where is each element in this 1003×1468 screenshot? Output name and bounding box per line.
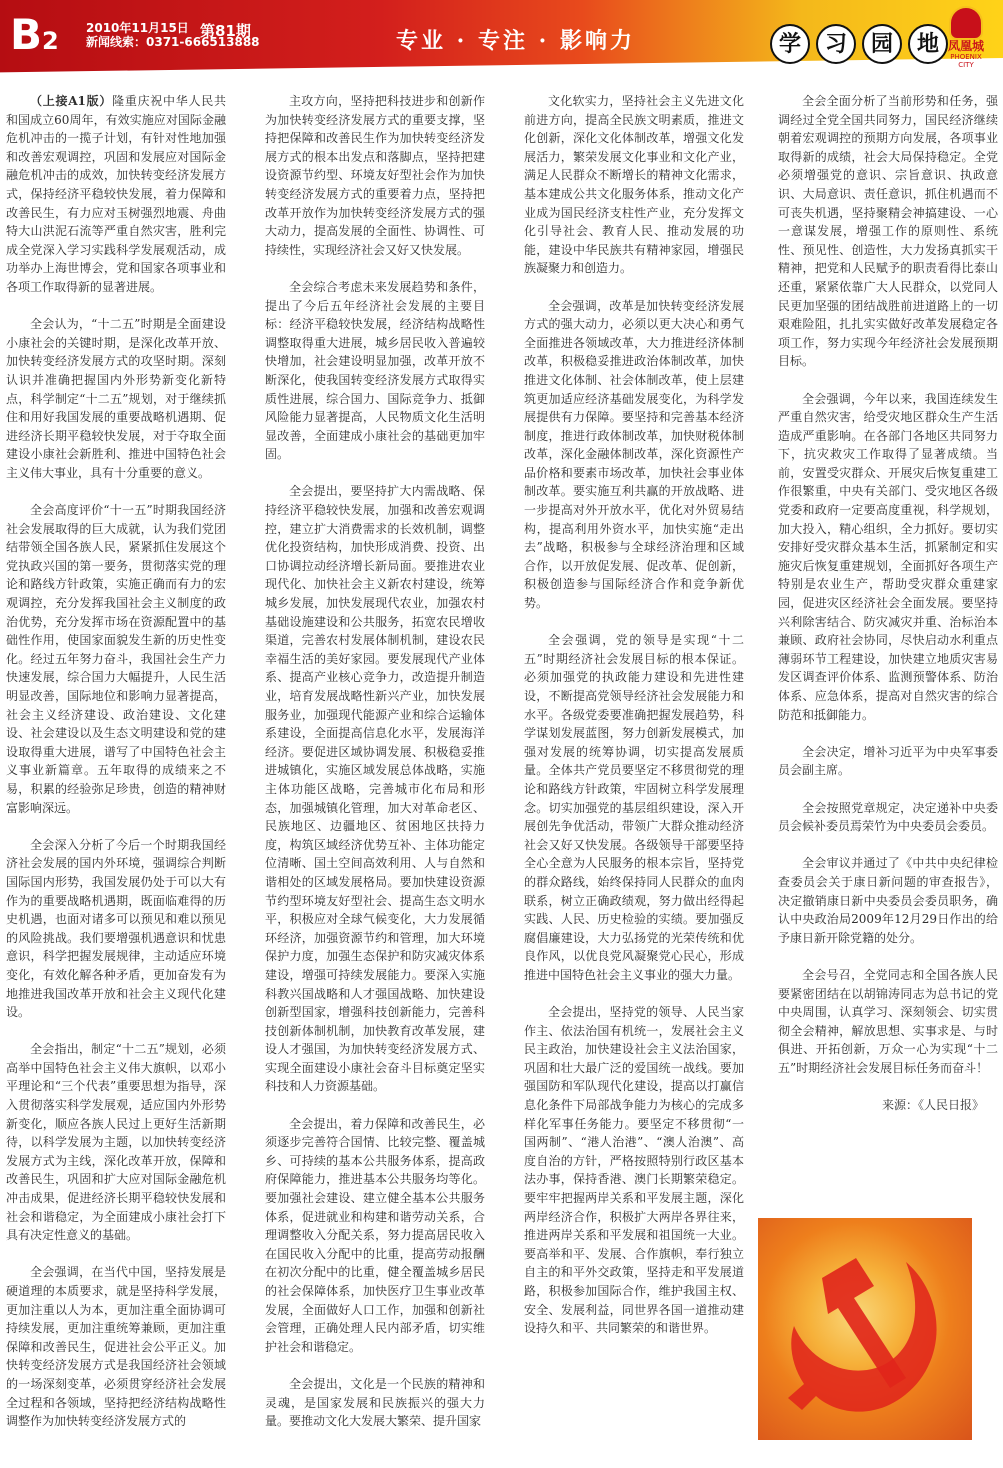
paragraph-text: 文化软实力，坚持社会主义先进文化前进方向，提高全民族文明素质，推进文化创新，深化文化体制改革，增强文化发展活力，繁荣发展文化事业和文化产业，满足人民群众不断增长的精神文化需求，基本建成公共文化服务体系，推动文化产业成为国民经济支柱性产业，充分发挥文化引导社会、教育人民、推动发展的功能，建设中华民族共有精神家园，增强民族凝聚力和创造力。: [524, 94, 744, 276]
section-char: 学: [770, 24, 810, 64]
paragraph-text: 全会认为，“十二五”时期是全面建设小康社会的关键时期，是深化改革开放、加快转变经济发展方式的攻坚时期。深刻认识并准确把握国内外形势新变化新特点，科学制定“十二五”规划，对于继续抓住和用好我国发展的重要战略机遇期、促进经济长期平稳较快发展，对于夺取全面建设小康社会新胜利、推进中国特色社会主义伟大事业，具有十分重要的意义。: [6, 317, 226, 480]
paragraph-text: 全会综合考虑未来发展趋势和条件，提出了今后五年经济社会发展的主要目标：经济平稳较快发展，经济结构战略性调整取得重大进展，城乡居民收入普遍较快增加，社会建设明显加强，改革开放不断深化，使我国转变经济发展方式取得实质性进展，综合国力、国际竞争力、抵御风险能力显著提高，人民物质文化生活明显改善，全面建成小康社会的基础更加牢固。: [265, 279, 485, 462]
section-title: [770, 24, 948, 64]
paragraph-text: 全会提出，坚持党的领导、人民当家作主、依法治国有机统一，发展社会主义民主政治，加快建设社会主义法治国家，巩固和壮大最广泛的爱国统一战线。要加强国防和军队现代化建设，提高以打赢信息化条件下局部战争能力为核心的完成多样化军事任务能力。要坚定不移贯彻“一国两制”、“港人治港”、“澳人治澳”、高度自治的方针，严格按照特别行政区基本法办事，保持香港、澳门长期繁荣稳定。要牢牢把握两岸关系和平发展主题，深化两岸经济合作，积极扩大两岸各界往来，推进两岸关系和平发展和祖国统一大业。要高举和平、发展、合作旗帜，奉行独立自主的和平外交政策，坚持走和平发展道路，积极参加国际合作，维护我国主权、安全、发展利益，同世界各国一道推动建设持久和平、共同繁荣的和谐世界。: [524, 1005, 744, 1336]
paragraph-text: 全会强调，在当代中国，坚持发展是硬道理的本质要求，就是坚持科学发展，更加注重以人为本，更加注重全面协调可持续发展，更加注重统筹兼顾，更加注重保障和改善民生，促进社会公平正义。加快转变经济发展方式是我国经济社会领域的一场深刻变革，必须贯穿经济社会发展全过程和各领域，坚持把经济结构战略性调整作为加快转变经济发展方式的: [6, 1265, 226, 1429]
article-paragraph: [6, 1263, 226, 1430]
article-paragraph: [6, 315, 226, 482]
article-column-3: [524, 92, 744, 1460]
news-hotline: 新闻线索：0371-666513888: [86, 35, 260, 49]
paragraph-text: 全会强调，改革是加快转变经济发展方式的强大动力，必须以更大决心和勇气全面推进各领域改革，大力推进经济体制改革，积极稳妥推进政治体制改革，加快推进文化体制、社会体制改革，使上层建筑更加适应经济基础发展变化，为科学发展提供有力保障。要坚持和完善基本经济制度，推进行政体制改革，加快财税体制改革，深化金融体制改革，深化资源性产品价格和要素市场改革，加快社会事业体制改革。要实施互利共赢的开放战略、进一步提高对外开放水平，优化对外贸易结构，提高利用外资水平，加快实施“走出去”战略，积极参与全球经济治理和区域合作，以开放促发展、促改革、促创新，积极创造参与国际经济合作和竞争新优势。: [524, 298, 744, 611]
logo-text-en: PHOENIX CITY: [950, 53, 982, 69]
article-paragraph: [6, 92, 226, 297]
article-paragraph: [265, 1115, 485, 1357]
logo-text: 凤凰城: [947, 39, 984, 53]
paragraph-text: 全会深入分析了今后一个时期我国经济社会发展的国内外环境，强调综合判断国际国内形势，我国发展仍处于可以大有作为的重要战略机遇期，既面临难得的历史机遇，也面对诸多可以预见和难以预见的风险挑战。我们要增强机遇意识和忧患意识，科学把握发展规律，主动适应环境变化，有效化解各种矛盾，更加奋发有为地推进我国改革开放和社会主义现代化建设。: [6, 837, 226, 1020]
article-paragraph: [265, 1375, 485, 1431]
party-emblem-image: [758, 1218, 972, 1440]
paragraph-text: 全会指出，制定“十二五”规划，必须高举中国特色社会主义伟大旗帜，以邓小平理论和“三个代表”重要思想为指导，深入贯彻落实科学发展观，适应国内外形势新变化，顺应各族人民过上更好生活新期待，以科学发展为主题，以加快转变经济发展方式为主线，深化改革开放，保障和改善民生，巩固和扩大应对国际金融危机冲击成果，促进经济长期平稳较快发展和社会和谐稳定，为全面建成小康社会打下具有决定性意义的基础。: [6, 1042, 226, 1243]
paragraph-text: 全会全面分析了当前形势和任务，强调经过全党全国共同努力，国民经济继续朝着宏观调控的预期方向发展，各项事业取得新的成绩，社会大局保持稳定。全党必须增强党的意识、宗旨意识、执政意识、大局意识、责任意识，抓住机遇而不可丧失机遇，坚持聚精会神搞建设、一心一意谋发展，增强工作的原则性、系统性、预见性、创造性，大力发扬真抓实干精神，把党和人民赋予的职责看得比泰山还重，紧紧依靠广大人民群众，以党同人民更加坚强的团结战胜前进道路上的一切艰难险阻，扎扎实实做好改革发展稳定各项工作，努力实现今年经济社会发展预期目标。: [778, 94, 998, 369]
article-paragraph: [6, 836, 226, 1022]
phoenix-icon: [949, 6, 983, 40]
paragraph-text: 全会号召，全党同志和全国各族人民要紧密团结在以胡锦涛同志为总书记的党中央周围，认真学习、深刻领会、切实贯彻全会精神，解放思想、实事求是、与时俱进、开拓创新，万众一心为实现“十二五”时期经济社会发展目标任务而奋斗！: [778, 967, 998, 1075]
paragraph-text: 全会审议并通过了《中共中央纪律检查委员会关于康日新问题的审查报告》，决定撤销康日新中央委员会委员职务，确认中央政治局2009年12月29日作出的给予康日新开除党籍的处分。: [778, 856, 998, 945]
section-char: 地: [908, 24, 948, 64]
article-paragraph: [265, 482, 485, 1096]
paragraph-text: 全会强调，今年以来，我国连续发生严重自然灾害，给受灾地区群众生产生活造成严重影响。在各部门各地区共同努力下，抗灾救灾工作取得了显著成绩。当前，安置受灾群众、开展灾后恢复重建工作很繁重，中央有关部门、受灾地区各级党委和政府一定要高度重视，科学规划，加大投入，精心组织，全力抓好。要切实安排好受灾群众基本生活，抓紧制定和实施灾后恢复重建规划，全面抓好各项生产特别是农业生产，帮助受灾群众重建家园，促进灾区经济社会全面发展。要坚持兴利除害结合、防灾减灾并重、治标治本兼顾、政府社会协同，尽快启动水利重点薄弱环节工程建设，加快建立地质灾害易发区调查评价体系、监测预警体系、防治体系、应急体系，提高对自然灾害的综合防范和抵御能力。: [778, 391, 998, 722]
paragraph-text: 全会提出，要坚持扩大内需战略、保持经济平稳较快发展，加强和改善宏观调控，建立扩大消费需求的长效机制，调整优化投资结构，加快形成消费、投资、出口协调拉动经济增长新局面。要推进农业现代化、加快社会主义新农村建设，统筹城乡发展，加快发展现代农业，加强农村基础设施建设和公共服务，拓宽农民增收渠道，完善农村发展体制机制，建设农民幸福生活的美好家园。要发展现代产业体系、提高产业核心竞争力，改造提升制造业，培育发展战略性新兴产业，加快发展服务业，加强现代能源产业和综合运输体系建设，全面提高信息化水平，发展海洋经济。要促进区域协调发展、积极稳妥推进城镇化，实施区域发展总体战略，实施主体功能区战略，完善城市化布局和形态，加强城镇化管理，加大对革命老区、民族地区、边疆地区、贫困地区扶持力度，构筑区域经济优势互补、主体功能定位清晰、国土空间高效利用、人与自然和谐相处的区域发展格局。要加快建设资源节约型环境友好型社会、提高生态文明水平，积极应对全球气候变化，大力发展循环经济，加强资源节约和管理，加大环境保护力度，加强生态保护和防灾减灾体系建设，增强可持续发展能力。要深入实施科教兴国战略和人才强国战略、加快建设创新型国家，增强科技创新能力，完善科技创新体制机制，加快教育改革发展，建设人才强国，为加快转变经济发展方式、实现全面建设小康社会奋斗目标奠定坚实科技和人力资源基础。: [265, 484, 485, 1094]
paragraph-text: 全会决定，增补习近平为中央军事委员会副主席。: [778, 744, 998, 778]
paragraph-text: 全会提出，着力保障和改善民生，必须逐步完善符合国情、比较完整、覆盖城乡、可持续的基本公共服务体系，提高政府保障能力，推进基本公共服务均等化。要加强社会建设、建立健全基本公共服务体系，促进就业和构建和谐劳动关系，合理调整收入分配关系，努力提高居民收入在国民收入分配中的比重，提高劳动报酬在初次分配中的比重，健全覆盖城乡居民的社会保障体系，加快医疗卫生事业改革发展，全面做好人口工作，加强和创新社会管理，正确处理人民内部矛盾，切实维护社会和谐稳定。: [265, 1116, 485, 1354]
article-column-1: [6, 92, 226, 1460]
page-number: [10, 10, 59, 59]
page-digit: 2: [42, 27, 59, 55]
masthead: [0, 0, 1003, 84]
continued-from-label: （上接A1版）: [30, 94, 113, 108]
hammer-sickle-icon: [758, 1218, 972, 1440]
article-paragraph: [524, 297, 744, 613]
article-paragraph: [6, 1040, 226, 1245]
paragraph-text: 全会强调，党的领导是实现“十二五”时期经济社会发展目标的根本保证。必须加强党的执政能力建设和先进性建设，不断提高党领导经济社会发展能力和水平。各级党委要准确把握发展趋势，科学谋划发展蓝图，努力创新发展模式，加强对发展的统筹协调，切实提高发展质量。全体共产党员要坚定不移贯彻党的理论和路线方针政策，牢固树立科学发展理念。切实加强党的基层组织建设，深入开展创先争优活动，带领广大群众推动经济社会又好又快发展。各级领导干部要坚持全心全意为人民服务的根本宗旨，坚持党的群众路线，始终保持同人民群众的血肉联系，树立正确政绩观，努力做出经得起实践、人民、历史检验的实绩。要加强反腐倡廉建设，大力弘扬党的光荣传统和优良作风，以优良党风凝聚党心民心，形成推进中国特色社会主义事业的强大力量。: [524, 633, 744, 982]
article-column-2: [265, 92, 485, 1460]
article-paragraph: [265, 278, 485, 464]
article-paragraph: [778, 743, 998, 780]
section-char: 园: [862, 24, 902, 64]
slogan: 专业 · 专注 · 影响力: [396, 28, 635, 54]
page-letter: B: [10, 10, 43, 59]
article-paragraph: [524, 92, 744, 278]
paragraph-text: 全会提出，文化是一个民族的精神和灵魂，是国家发展和民族振兴的强大力量。要推动文化大发展大繁荣、提升国家: [265, 1376, 485, 1429]
section-char: 习: [816, 24, 856, 64]
article-paragraph: [6, 501, 226, 817]
article-paragraph: [778, 854, 998, 947]
article-paragraph: [265, 92, 485, 259]
article-paragraph: [524, 631, 744, 984]
paragraph-text: 全会高度评价“十一五”时期我国经济社会发展取得的巨大成就，认为我们党团结带领全国各族人民，紧紧抓住发展这个党执政兴国的第一要务，贯彻落实党的理论和路线方针政策，实施正确而有力的宏观调控，充分发挥我国社会主义制度的政治优势，充分发挥市场在资源配置中的基础性作用，使国家面貌发生新的历史性变化。经过五年努力奋斗，我国社会生产力快速发展，综合国力大幅提升，人民生活明显改善，国际地位和影响力显著提高，社会主义经济建设、政治建设、文化建设、社会建设以及生态文明建设和党的建设取得重大进展，谱写了中国特色社会主义事业新篇章。五年取得的成绩来之不易，积累的经验弥足珍贵，创造的精神财富影响深远。: [6, 503, 226, 815]
phoenix-city-logo: [942, 6, 990, 69]
article-paragraph: [778, 966, 998, 1078]
paragraph-text: 主攻方向，坚持把科技进步和创新作为加快转变经济发展方式的重要支撑，坚持把保障和改善民生作为加快转变经济发展方式的根本出发点和落脚点，坚持把建设资源节约型、环境友好型社会作为加快转变经济发展方式的重要着力点，坚持把改革开放作为加快转变经济发展方式的强大动力，提高发展的全面性、协调性、可持续性，实现经济社会又好又快发展。: [265, 94, 485, 257]
article-paragraph: [778, 799, 998, 836]
article-paragraph: [524, 1003, 744, 1338]
article-paragraph: [778, 390, 998, 725]
article-paragraph: [778, 92, 998, 371]
issue-number: 第81期: [200, 22, 251, 40]
paragraph-text: 全会按照党章规定，决定递补中央委员会候补委员焉荣竹为中央委员会委员。: [778, 800, 998, 834]
issue-date: 2010年11月15日: [86, 21, 189, 35]
article-source: 来源：《人民日报》: [881, 1098, 984, 1113]
paragraph-text: 隆重庆祝中华人民共和国成立60周年，有效实施应对国际金融危机冲击的一揽子计划，有针对性地加强和改善宏观调控，巩固和发展应对国际金融危机冲击的成效，加快转变经济发展方式，保持经济平稳较快发展，着力保障和改善民生，有力应对玉树强烈地震、舟曲特大山洪泥石流等严重自然灾害，胜利完成全党深入学习实践科学发展观活动，成功举办上海世博会，党和国家各项事业和各项工作取得新的显著进展。: [6, 94, 226, 294]
